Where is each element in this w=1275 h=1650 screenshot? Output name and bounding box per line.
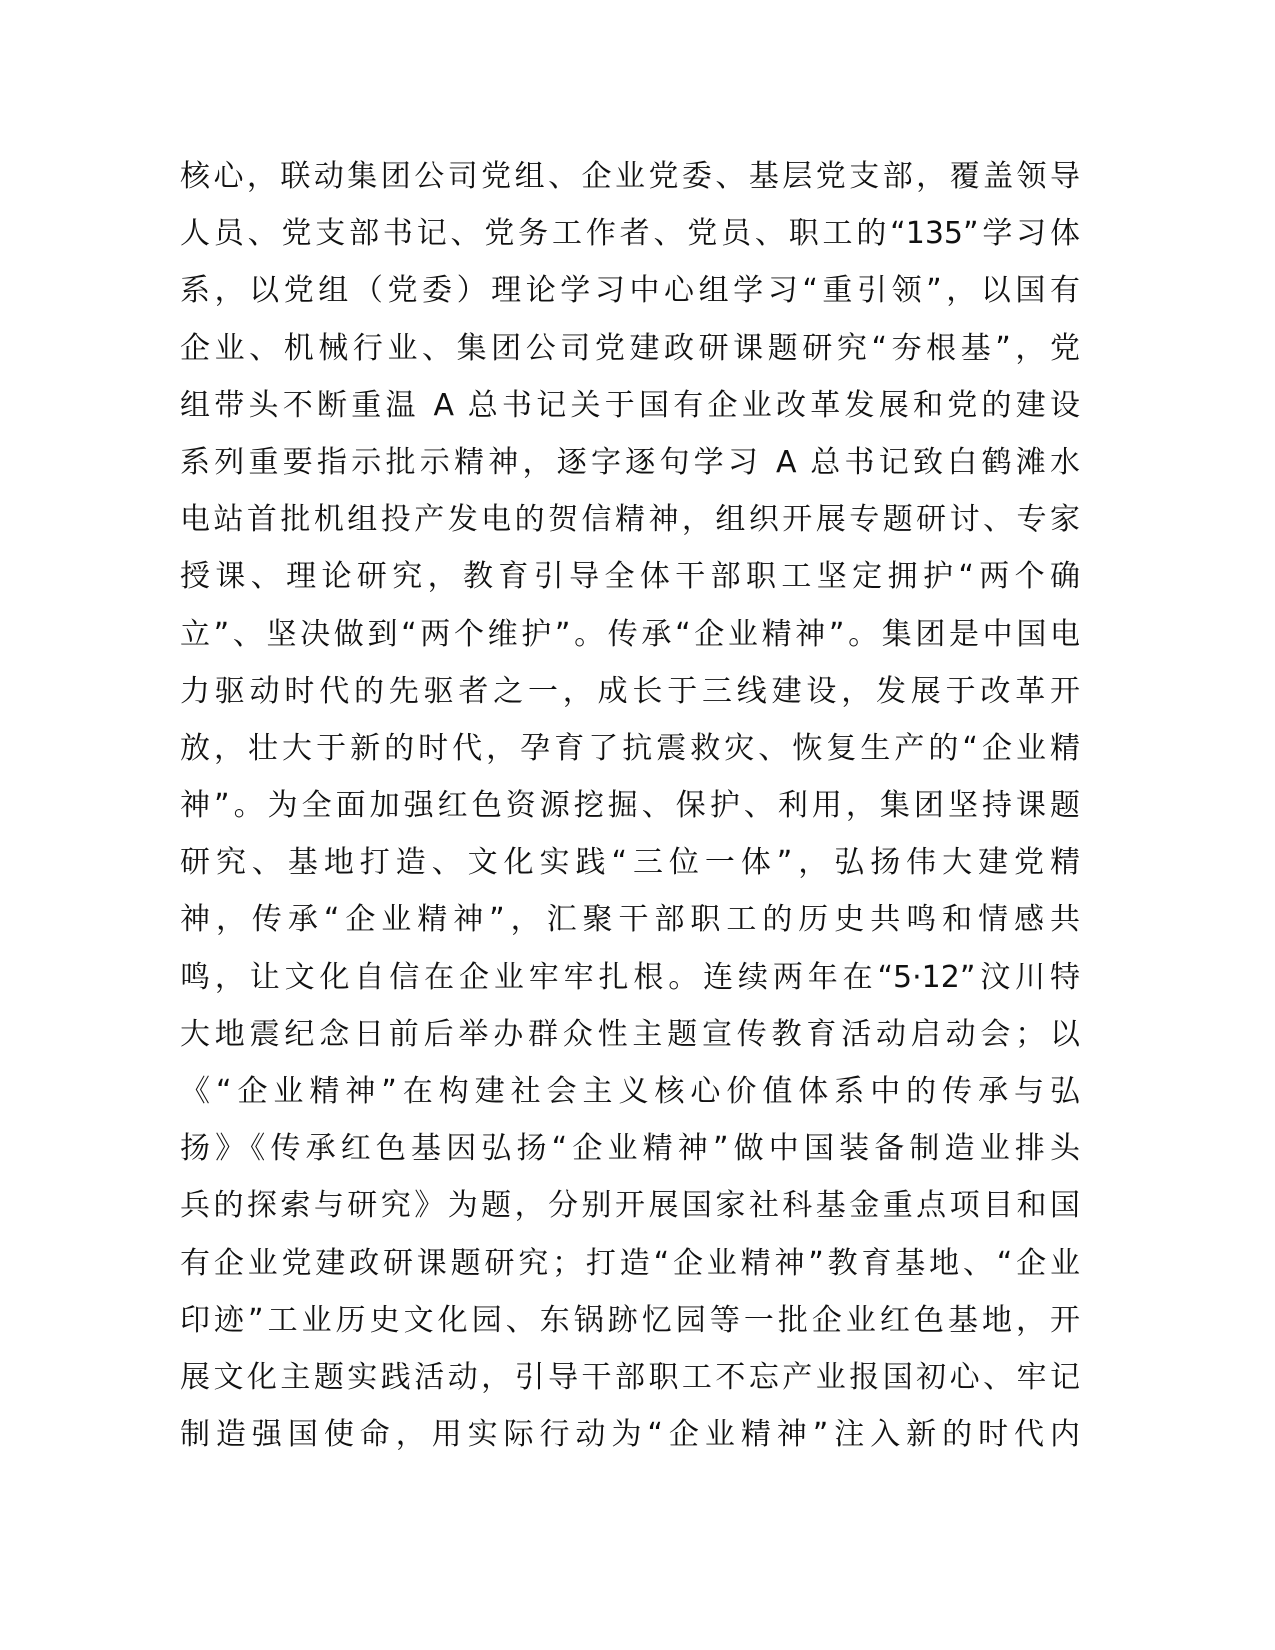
text-line: 力驱动时代的先驱者之一，成长于三线建设，发展于改革开 (180, 673, 1080, 709)
text-line: 研究、基地打造、文化实践“三位一体”，弘扬伟大建党精 (180, 845, 1080, 881)
text-line: 人员、党支部书记、党务工作者、党员、职工的“135”学习体 (180, 216, 1080, 252)
text-line: 神”。为全面加强红色资源挖掘、保护、利用，集团坚持课题 (180, 788, 1080, 824)
text-line: 鸣，让文化自信在企业牢牢扎根。连续两年在“5·12”汶川特 (180, 959, 1080, 995)
text-line: 大地震纪念日前后举办群众性主题宣传教育活动启动会；以 (180, 1016, 1080, 1052)
text-line: 扬》《传承红色基因弘扬“企业精神”做中国装备制造业排头 (180, 1131, 1080, 1167)
text-line: 兵的探索与研究》为题，分别开展国家社科基金重点项目和国 (180, 1188, 1080, 1224)
body-paragraph (180, 148, 1080, 1463)
text-line: 《“企业精神”在构建社会主义核心价值体系中的传承与弘 (180, 1074, 1080, 1109)
text-line: 展文化主题实践活动，引导干部职工不忘产业报国初心、牢记 (180, 1359, 1080, 1395)
text-line: 放，壮大于新的时代，孕育了抗震救灾、恢复生产的“企业精 (180, 730, 1080, 766)
text-line: 系，以党组（党委）理论学习中心组学习“重引领”，以国有 (180, 273, 1080, 309)
text-line: 授课、理论研究，教育引导全体干部职工坚定拥护“两个确 (180, 559, 1080, 595)
text-line: 电站首批机组投产发电的贺信精神，组织开展专题研讨、专家 (180, 502, 1080, 538)
text-line: 神，传承“企业精神”，汇聚干部职工的历史共鸣和情感共 (180, 902, 1080, 938)
text-line: 企业、机械行业、集团公司党建政研课题研究“夯根基”，党 (180, 330, 1080, 366)
text-line: 组带头不断重温 A 总书记关于国有企业改革发展和党的建设 (180, 387, 1080, 423)
text-line: 有企业党建政研课题研究；打造“企业精神”教育基地、“企业 (180, 1245, 1080, 1281)
text-line: 立”、坚决做到“两个维护”。传承“企业精神”。集团是中国电 (180, 616, 1080, 652)
text-line: 系列重要指示批示精神，逐字逐句学习 A 总书记致白鹤滩水 (180, 444, 1080, 480)
text-line: 印迹”工业历史文化园、东锅跡忆园等一批企业红色基地，开 (180, 1302, 1080, 1338)
text-line: 核心，联动集团公司党组、企业党委、基层党支部，覆盖领导 (180, 159, 1080, 194)
text-line: 制造强国使命，用实际行动为“企业精神”注入新的时代内 (180, 1417, 1080, 1453)
